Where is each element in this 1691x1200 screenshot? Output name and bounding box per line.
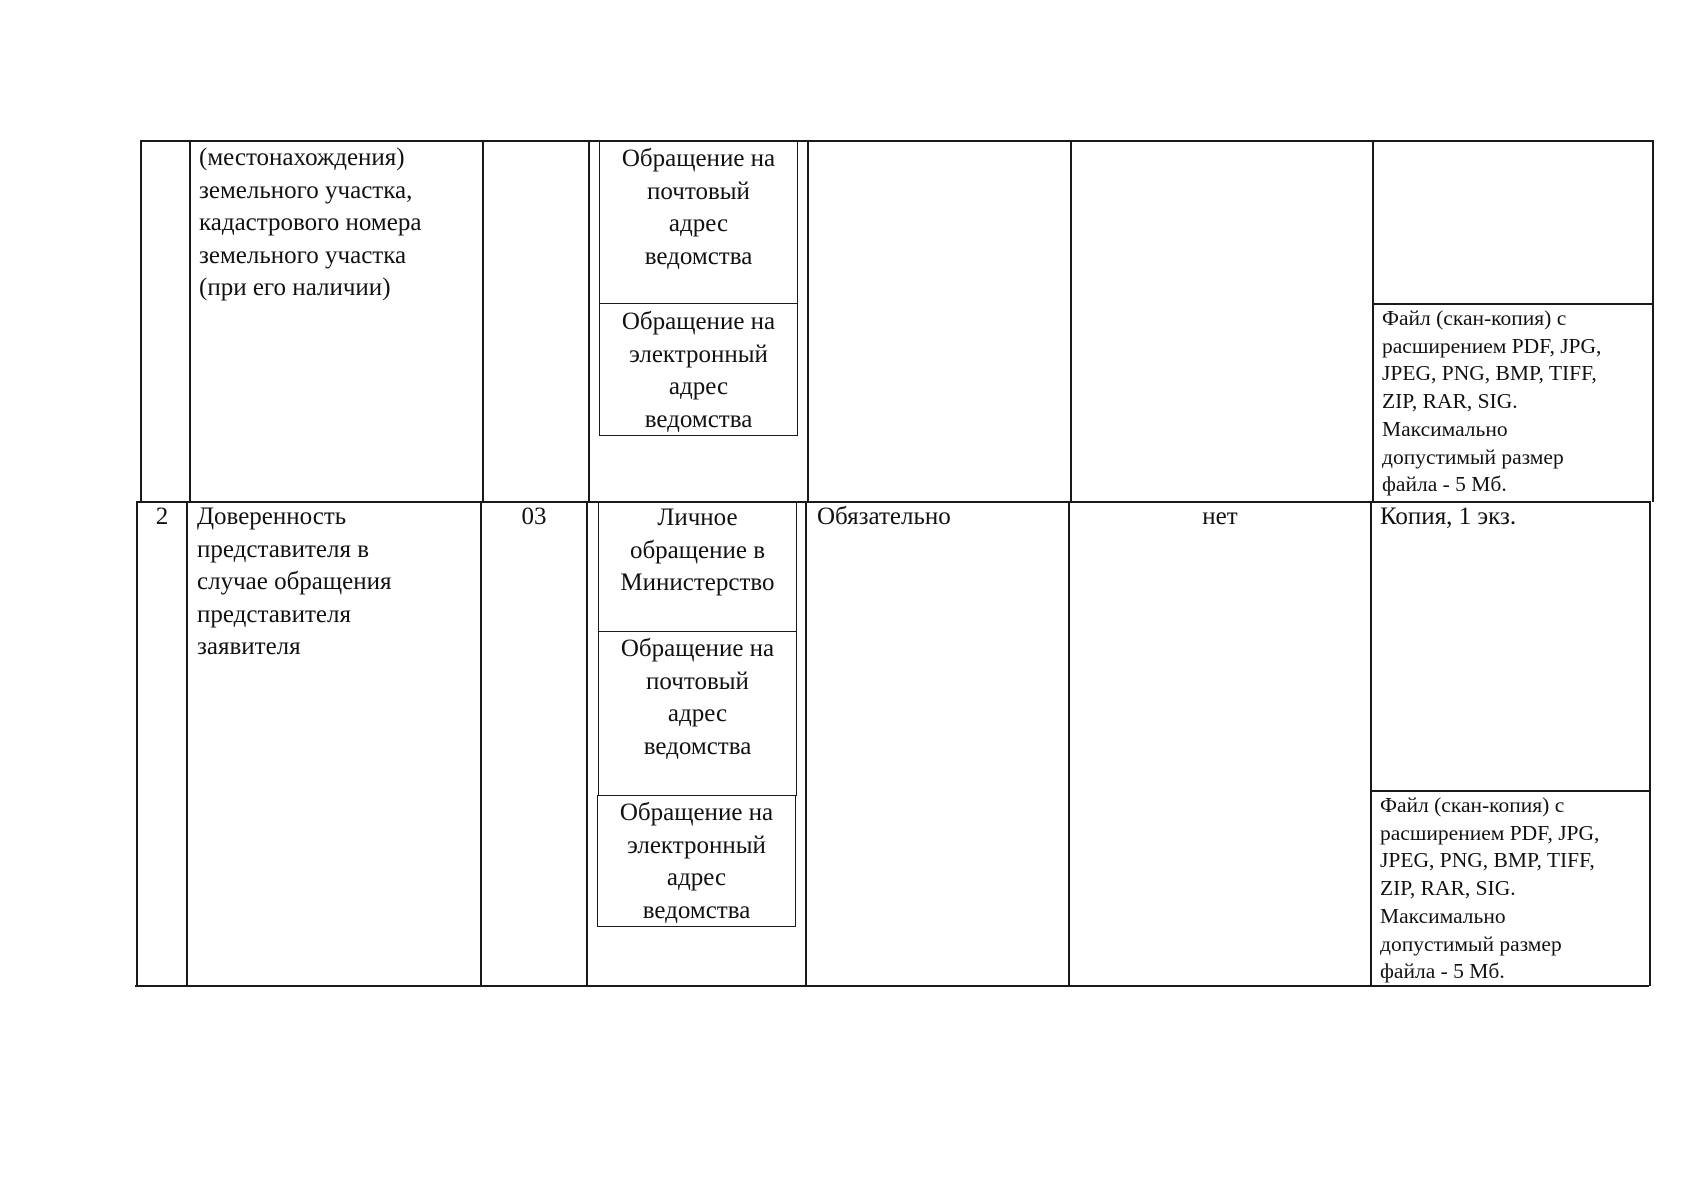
col-border bbox=[588, 140, 590, 502]
file-requirements bbox=[1382, 305, 1652, 499]
text-line: (при его наличии) bbox=[199, 274, 391, 301]
method-text bbox=[599, 502, 796, 600]
text-line: земельного участка, bbox=[199, 176, 413, 204]
text-line: JPEG, PNG, BMP, TIFF, bbox=[1380, 848, 1595, 873]
text-line: адрес bbox=[668, 373, 729, 400]
text-line: Обращение на bbox=[621, 145, 776, 172]
col-border bbox=[480, 501, 482, 986]
text-line: почтовый bbox=[647, 177, 750, 205]
document-name bbox=[199, 142, 481, 305]
text-line: электронный bbox=[629, 340, 768, 368]
text-line: допустимый размер bbox=[1382, 444, 1564, 469]
text-line: Файл (скан-копия) с bbox=[1382, 306, 1567, 330]
document-form: Копия, 1 экз. bbox=[1380, 503, 1517, 530]
col-border bbox=[1652, 140, 1654, 502]
text-line: адрес bbox=[667, 700, 728, 727]
col-border bbox=[1370, 501, 1372, 986]
text-line: адрес bbox=[668, 210, 729, 237]
row-number: 2 bbox=[155, 503, 169, 530]
text-line: ведомства bbox=[644, 405, 753, 433]
file-requirements bbox=[1380, 792, 1650, 986]
method-text bbox=[599, 633, 796, 763]
method-text bbox=[600, 306, 797, 436]
text-line: Максимально bbox=[1380, 903, 1506, 928]
text-line: электронный bbox=[627, 831, 766, 859]
col-border bbox=[186, 501, 188, 986]
text-line: кадастрового номера bbox=[199, 209, 422, 236]
text-line: Обращение на bbox=[621, 308, 776, 335]
col-border bbox=[807, 140, 809, 502]
text-line: ведомства bbox=[644, 242, 753, 270]
method-text bbox=[598, 797, 795, 927]
col-border bbox=[1070, 140, 1072, 502]
col-border bbox=[805, 501, 807, 986]
text-line: обращение в bbox=[629, 536, 766, 564]
text-line: Максимально bbox=[1382, 416, 1508, 441]
text-line: расширением PDF, JPG, bbox=[1380, 820, 1600, 845]
col-border bbox=[189, 140, 191, 502]
method-text bbox=[600, 143, 797, 273]
text-line: файла - 5 Мб. bbox=[1380, 959, 1505, 984]
col-border bbox=[586, 501, 588, 986]
text-line: расширением PDF, JPG, bbox=[1382, 333, 1602, 358]
document-name bbox=[197, 501, 479, 664]
text-line: случае обращения bbox=[197, 568, 392, 595]
text-line: земельного участка bbox=[199, 241, 407, 269]
text-line: JPEG, PNG, BMP, TIFF, bbox=[1382, 361, 1597, 386]
col-border bbox=[482, 140, 484, 502]
text-line: почтовый bbox=[646, 667, 749, 695]
col-border bbox=[1372, 140, 1374, 502]
text-line: Обращение на bbox=[620, 635, 775, 662]
requirement-status: Обязательно bbox=[817, 503, 951, 530]
additional-value: нет bbox=[1202, 503, 1238, 530]
text-line: представителя bbox=[197, 600, 351, 628]
col-border bbox=[136, 501, 138, 986]
text-line: файла - 5 Мб. bbox=[1382, 472, 1507, 497]
text-line: допустимый размер bbox=[1380, 931, 1562, 956]
col-border bbox=[140, 140, 142, 502]
text-line: Доверенность bbox=[197, 503, 347, 530]
text-line: адрес bbox=[666, 864, 727, 891]
text-line: заявителя bbox=[197, 633, 301, 660]
text-line: Министерство bbox=[620, 569, 775, 596]
text-line: ведомства bbox=[643, 732, 752, 760]
document-code: 03 bbox=[521, 503, 547, 530]
text-line: Личное bbox=[657, 504, 738, 531]
text-line: ZIP, RAR, SIG. bbox=[1382, 389, 1518, 414]
text-line: (местонахождения) bbox=[199, 144, 405, 171]
text-line: Обращение на bbox=[619, 799, 774, 826]
col-border bbox=[1068, 501, 1070, 986]
text-line: Файл (скан-копия) с bbox=[1380, 793, 1565, 817]
text-line: ZIP, RAR, SIG. bbox=[1380, 876, 1516, 901]
text-line: ведомства bbox=[642, 896, 751, 924]
text-line: представителя в bbox=[197, 535, 370, 563]
